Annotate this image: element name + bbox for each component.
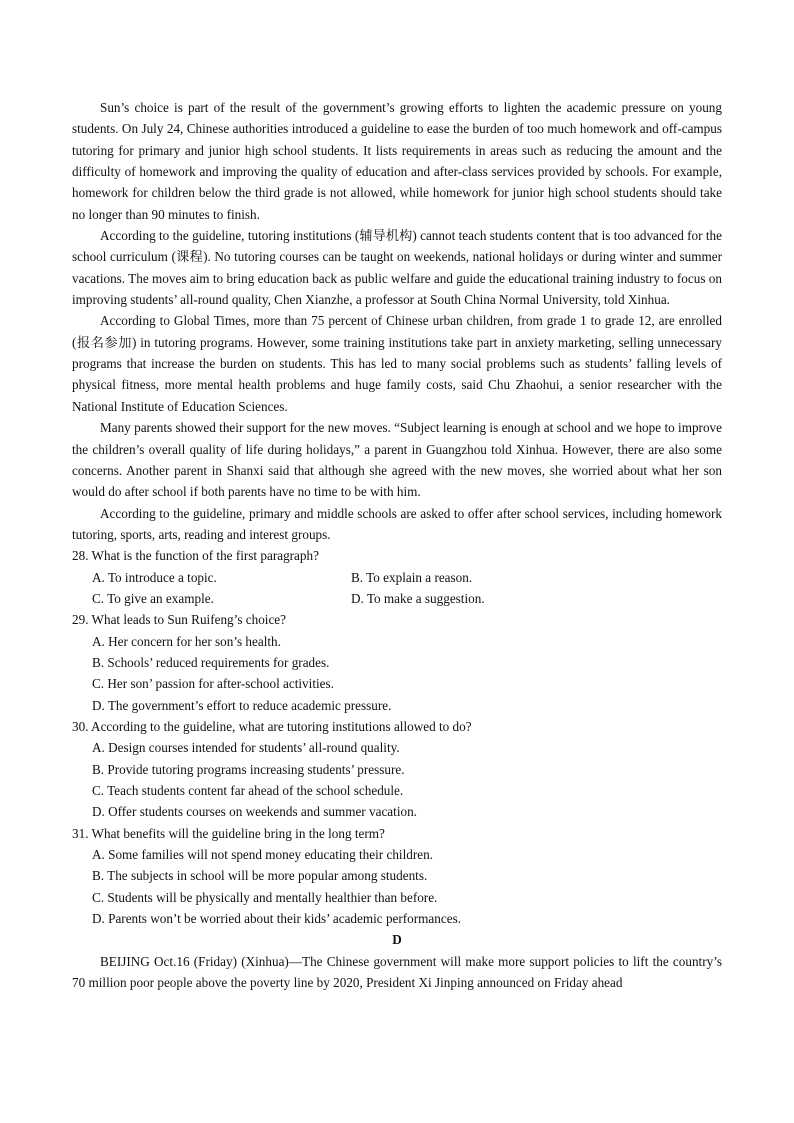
question-stem: 29. What leads to Sun Ruifeng’s choice? [72,612,287,628]
question-30 [72,716,722,823]
passage-paragraph-5: According to the guideline, primary and middle schools are asked to offer after school services, including homework tutoring, sports, arts, reading and interest groups. [72,505,722,542]
option-d: D. The government’s effort to reduce academic pressure. [92,697,392,713]
option-d: D. Offer students courses on weekends and summer vacation. [92,804,417,820]
question-31 [72,823,722,930]
option-c: C. To give an example. [92,590,214,606]
question-stem: 30. According to the guideline, what are tutoring institutions allowed to do? [72,718,472,734]
option-b: B. Schools’ reduced requirements for grades. [92,654,330,670]
passage-paragraph-3: According to Global Times, more than 75 percent of Chinese urban children, from grade 1 to grade 12, are enrolled (报名参加) in tutoring programs. However, some training institutions take part in anxiety marketing, selling unnecessary programs that increase the burden on students. This has led to many social problems such as students’ falling levels of physical fitness, more mental health problems and huge family costs, said Chu Zhaohui, a senior researcher with the National Institute of Education Sciences. [72,313,722,414]
passage-paragraph-1: Sun’s choice is part of the result of the government’s growing efforts to lighten the academic pressure on young students. On July 24, Chinese authorities introduced a guideline to ease the burden of too much homework and off-campus tutoring for primary and junior high school students. It lists requirements in areas such as reducing the amount and the difficulty of homework and improving the quality of education and after-class services provided by schools. For example, homework for children below the third grade is not allowed, while homework for junior high school students should take no longer than 90 minutes to finish. [72,100,722,222]
option-a: A. Her concern for her son’s health. [92,633,281,649]
option-c: C. Teach students content far ahead of the school schedule. [92,783,404,798]
option-a: A. To introduce a topic. [92,569,217,585]
question-28 [72,545,722,609]
document-page [72,97,722,993]
section-d-paragraph: BEIJING Oct.16 (Friday) (Xinhua)—The Chinese government will make more support policies to lift the country’s 70 million poor people above the poverty line by 2020, President Xi Jinping announced on Friday ahead [72,953,722,991]
option-a: A. Some families will not spend money educating their children. [92,847,433,863]
passage-paragraph-2: According to the guideline, tutoring institutions (辅导机构) cannot teach students content that is too advanced for the school curriculum (课程). No tutoring courses can be taught on weekends, national holidays or during winter and summer vacations. The moves aim to bring education back as public welfare and guide the educational training industry to focus on improving students’ all-round quality, Chen Xianzhe, a professor at South China Normal University, told Xinhua. [72,228,722,308]
question-29 [72,609,722,716]
option-b: B. The subjects in school will be more popular among students. [92,868,428,884]
section-heading-d: D [392,932,402,948]
passage-paragraph-4: Many parents showed their support for the new moves. “Subject learning is enough at school and we hope to improve the children’s overall quality of life during holidays,” a parent in Guangzhou told Xinhua. However, there are also some concerns. Another parent in Shanxi said that although she agreed with the new moves, she worried about what her son would do after school if both parents have no time to be with him. [72,420,722,500]
option-c: C. Her son’ passion for after-school activities. [92,676,334,692]
question-stem: 31. What benefits will the guideline bring in the long term? [72,825,385,841]
option-d: D. To make a suggestion. [351,590,485,606]
option-a: A. Design courses intended for students’ all-round quality. [92,740,400,756]
option-b: B. To explain a reason. [351,569,473,585]
question-stem: 28. What is the function of the first paragraph? [72,548,319,564]
option-c: C. Students will be physically and mentally healthier than before. [92,889,438,905]
option-d: D. Parents won’t be worried about their kids’ academic performances. [92,911,461,927]
option-b: B. Provide tutoring programs increasing students’ pressure. [92,761,405,777]
